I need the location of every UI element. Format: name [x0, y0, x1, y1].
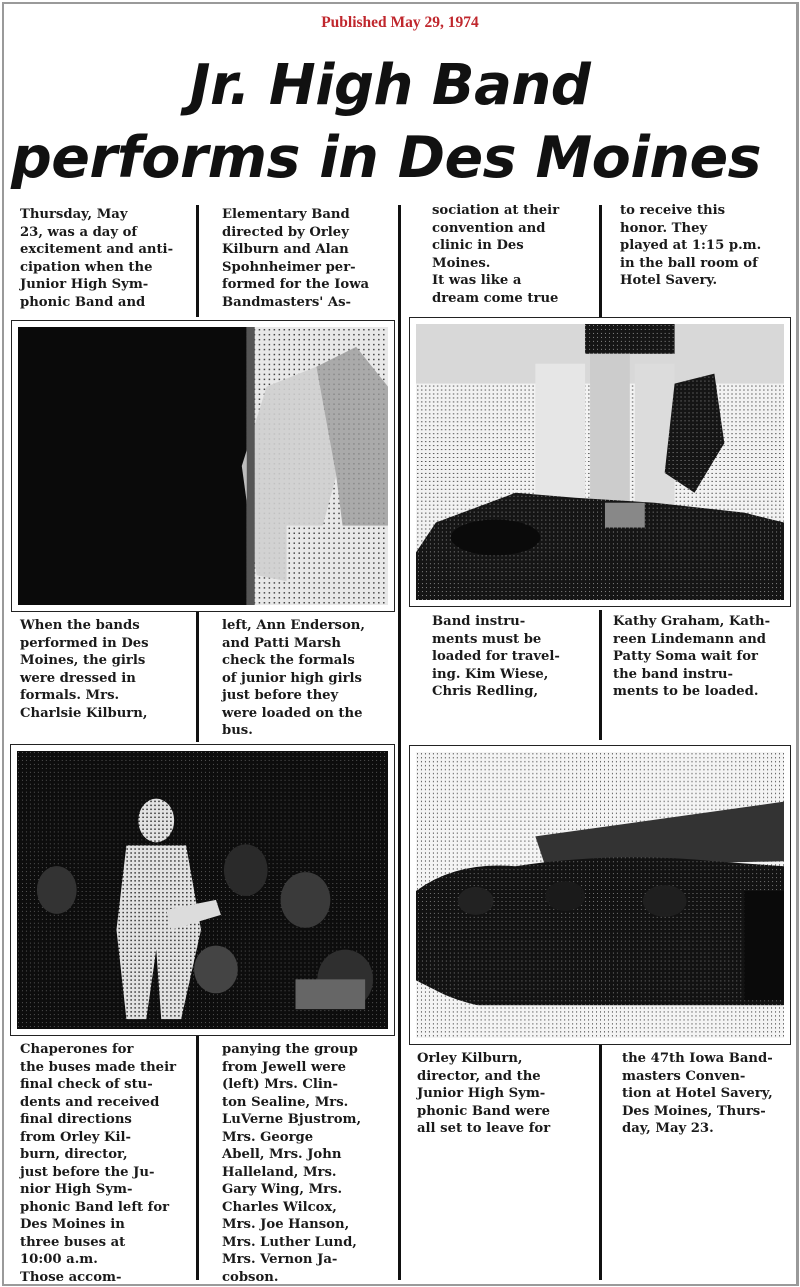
story-column-4: to receive this honor. They played at 1:15 p.m. in the ball room of Hotel Savery.: [620, 203, 762, 288]
column-rule-3: [599, 205, 602, 317]
column-rule-3c: [599, 1044, 602, 1280]
caption-photo-4-right: the 47th Iowa Band- masters Conven- tion at Hotel Savery, Des Moines, Thurs- day, May 23.: [622, 1051, 773, 1136]
caption-photo-4-left: Orley Kilburn, director, and the Junior High Sym- phonic Band were all set to leave for: [417, 1051, 551, 1136]
story-column-2: Elementary Band directed by Orley Kilburn and Alan Spohnheimer per- formed for the Iowa Bandmasters' As-: [222, 207, 370, 310]
column-rule-2: [398, 205, 401, 1280]
column-rule-1: [196, 205, 199, 317]
caption-photo-2-right: Kathy Graham, Kath- reen Lindemann and Patty Soma wait for the band instru- ments to be loaded.: [613, 614, 771, 699]
caption-photo-3-left: Chaperones for the buses made their final check of stu- dents and received final directions from Orley Kil- burn, director, just before the Ju- nior High Sym- phonic Band left for Des Moines in three buses at 10:00 a.m. Those accom-: [20, 1042, 177, 1285]
headline-line-1: Jr. High Band: [189, 53, 591, 118]
caption-photo-1-left: When the bands performed in Des Moines, the girls were dressed in formals. Mrs. Charlsie Kilburn,: [20, 618, 149, 721]
caption-photo-1-right: left, Ann Enderson, and Patti Marsh check the formals of junior high girls just before they were loaded on the bus.: [222, 618, 365, 738]
column-rule-1b: [196, 612, 199, 742]
caption-photo-3-right: panying the group from Jewell were (left) Mrs. Clin- ton Sealine, Mrs. LuVerne Bjustrom, Mrs. George Abell, Mrs. John Halleland, Mrs. Gary Wing, Mrs. Charles Wilcox, Mrs. Joe Hanson, Mrs. Luther Lund, Mrs. Vernon Ja- cobson.: [222, 1042, 362, 1285]
published-date: Published May 29, 1974: [321, 14, 479, 31]
story-column-1: Thursday, May 23, was a day of excitement and anti- cipation when the Junior High Sym- phonic Band and: [20, 207, 174, 310]
story-column-3: sociation at their convention and clinic in Des Moines. It was like a dream come true: [432, 203, 560, 306]
photo-band-ready-to-leave: [409, 745, 791, 1045]
column-rule-1c: [196, 1036, 199, 1280]
column-rule-3b: [599, 610, 602, 740]
photo-girls-formals: [11, 320, 395, 612]
headline-line-2: performs in Des Moines: [10, 125, 762, 191]
caption-photo-2-left: Band instru- ments must be loaded for travel- ing. Kim Wiese, Chris Redling,: [432, 614, 560, 699]
photo-chaperones-buses: [10, 744, 395, 1036]
photo-instruments-loading: [409, 317, 791, 607]
